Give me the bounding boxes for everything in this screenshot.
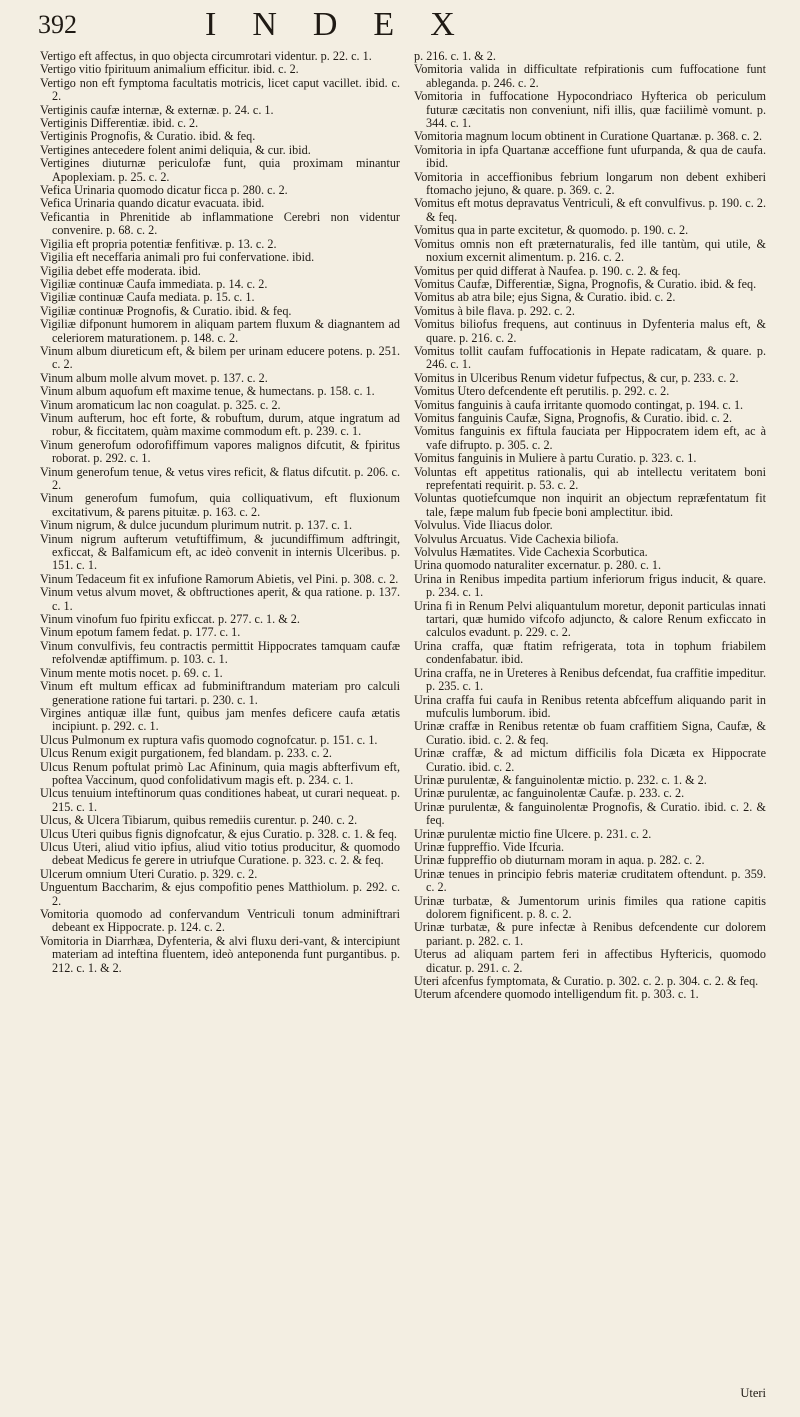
index-entry: Vomitus fanguinis in Muliere à partu Curatio. p. 323. c. 1. bbox=[414, 451, 697, 466]
index-entry: Vinum generofum odorofiffimum vapores malignos difcutit, & fpiritus roborat. p. 292. c. 1. bbox=[40, 437, 400, 466]
index-entry: Vomitoria magnum locum obtinent in Curatione Quartanæ. p. 368. c. 2. bbox=[414, 129, 763, 144]
index-entry: Urinæ fuppreffio. Vide Ifcuria. bbox=[414, 839, 565, 854]
index-entry: Unguentum Baccharim, & ejus compofitio penes Matthiolum. p. 292. c. 2. bbox=[40, 880, 400, 908]
index-entry: Vomitus à bile flava. p. 292. c. 2. bbox=[414, 303, 575, 318]
index-entry: Voluntas eft appetitus rationalis, qui ab intellectu veritatem boni reprefentati requirit. p. 53. c. 2. bbox=[414, 464, 766, 492]
index-entry: Vomitus eft motus depravatus Ventriculi, & eft convulfivus. p. 190. c. 2. & feq. bbox=[414, 196, 766, 224]
index-entry: Urina craffa, quæ ftatim refrigerata, tota in tophum friabilem condenfabatur. ibid. bbox=[414, 638, 766, 667]
index-entry: Vinum mente motis nocet. p. 69. c. 1. bbox=[40, 665, 223, 680]
index-entry: Urinæ turbatæ, & Jumentorum urinis fimiles qua ratione capitis dolorem fignificent. p. 8. c. 2. bbox=[414, 893, 766, 921]
index-entry: Vinum vetus alvum movet, & obftructiones aperit, & qua ratione. p. 137. c. 1. bbox=[40, 585, 400, 613]
index-entry: Ulcus Uteri, aliud vitio ipfius, aliud vitio totius producitur, & quomodo debeat Medicus fe gerere in utriufque Curatione. p. 323. c. 2. & feq. bbox=[40, 839, 400, 868]
index-entry: Vertigo eft affectus, in quo objecta circumrotari videntur. p. 22. c. 1. bbox=[40, 49, 372, 63]
index-entry: Uteri afcenfus fymptomata, & Curatio. p. 302. c. 2. p. 304. c. 2. & feq. bbox=[414, 974, 759, 989]
index-entry: Vigilia debet effe moderata. ibid. bbox=[40, 263, 201, 278]
index-entry: Vomitus in Ulceribus Renum videtur fufpectus, & cur, p. 233. c. 2. bbox=[414, 370, 739, 385]
index-entry: Vinum vinofum fuo fpiritu exficcat. p. 277. c. 1. & 2. bbox=[40, 612, 300, 627]
index-entry: Vinum album aquofum eft maxime tenue, & humectans. p. 158. c. 1. bbox=[40, 384, 375, 399]
index-entry: Vertigines antecedere folent animi deliquia, & cur. ibid. bbox=[40, 142, 311, 157]
index-entry: Vigiliæ continuæ Caufa immediata. p. 14. c. 2. bbox=[40, 276, 268, 291]
index-entry: Vinum aromaticum lac non coagulat. p. 325. c. 2. bbox=[40, 397, 281, 412]
index-entry: Urina fi in Renum Pelvi aliquantulum moretur, deponit particulas innati tartari, quæ humido vifcofo adjuncto, & calore Renum exficcato in calculos evadunt. p. 229. c. 2. bbox=[414, 598, 766, 640]
index-entry: Vomitoria quomodo ad confervandum Ventriculi tonum adminiftrari debeant ex Hippocrate. p. 124. c. 2. bbox=[40, 907, 400, 935]
index-entry: Vomitus biliofus frequens, aut continuus in Dyfenteria malus eft, & quare. p. 216. c. 2. bbox=[414, 317, 766, 345]
index-entry: Vomitus omnis non eft præternaturalis, fed ille tantùm, qui utile, & noxium excernit alimentum. p. 216. c. 2. bbox=[414, 236, 766, 265]
index-entry: Urinæ purulentæ, ac fanguinolentæ Caufæ. p. 233. c. 2. bbox=[414, 786, 685, 801]
index-entry: Vinum nigrum, & dulce jucundum plurimum nutrit. p. 137. c. 1. bbox=[40, 518, 353, 533]
index-entry: Vomitus tollit caufam fuffocationis in Hepate radicatam, & quare. p. 246. c. 1. bbox=[414, 343, 766, 372]
right-column bbox=[414, 50, 766, 1002]
index-entry: Vomitus Caufæ, Differentiæ, Signa, Prognofis, & Curatio. ibid. & feq. bbox=[414, 276, 757, 291]
index-entry: Vomitoria in Diarrhæa, Dyfenteria, & alvi fluxu deri-vant, & intercipiunt materiam ad inteftina fluentem, ideò anteponenda funt purgantibus. p. 212. c. 1. & 2. bbox=[40, 933, 400, 975]
index-entry: Urinæ purulentæ, & fanguinolentæ Prognofis, & Curatio. ibid. c. 2. & feq. bbox=[414, 799, 766, 828]
index-entry: Vomitus fanguinis à caufa irritante quomodo contingat, p. 194. c. 1. bbox=[414, 397, 744, 412]
page-number: 392 bbox=[38, 10, 77, 39]
catchword: Uteri bbox=[740, 1386, 766, 1400]
index-entry: Vertiginis caufæ internæ, & externæ. p. 24. c. 1. bbox=[40, 102, 274, 117]
index-entry: Urinæ purulentæ mictio fine Ulcere. p. 231. c. 2. bbox=[414, 826, 652, 841]
index-entry: Vomitus ab atra bile; ejus Signa, & Curatio. ibid. c. 2. bbox=[414, 290, 676, 305]
index-entry: Urina quomodo naturaliter excernatur. p. 280. c. 1. bbox=[414, 558, 662, 573]
index-entry: Vomitus fanguinis ex fiftula fauciata per Hippocratem idem eft, ac à vafe difrupto. p. 305. c. 2. bbox=[414, 424, 766, 452]
index-entry: Urinæ craffæ, & ad mictum difficilis fola Dicæta ex Hippocrate Curatio. ibid. c. 2. bbox=[414, 746, 766, 774]
index-entry: Vomitus per quid differat à Naufea. p. 190. c. 2. & feq. bbox=[414, 263, 681, 278]
index-entry: Vomitus qua in parte excitetur, & quomodo. p. 190. c. 2. bbox=[414, 223, 689, 238]
index-entry: Vigilia eft neceffaria animali pro fui confervatione. ibid. bbox=[40, 250, 315, 265]
index-entry: Volvulus Arcuatus. Vide Cachexia biliofa. bbox=[414, 531, 619, 546]
index-entry: Vigiliæ difponunt humorem in aliquam partem fluxum & diagnantem ad celeriorem maturationem. p. 148. c. 2. bbox=[40, 317, 400, 345]
index-entry: Vefica Urinaria quomodo dicatur ficca p. 280. c. 2. bbox=[40, 183, 288, 198]
index-entry: Ulcus Pulmonum ex ruptura vafis quomodo cognofcatur. p. 151. c. 1. bbox=[40, 732, 378, 747]
index-entry: Virgines antiquæ illæ funt, quibus jam menfes deficere caufa ætatis incipiunt. p. 292. c. 1. bbox=[40, 705, 400, 734]
index-entry: Ulcus Renum exigit purgationem, fed blandam. p. 233. c. 2. bbox=[40, 746, 332, 761]
index-entry: Vomitus Utero defcendente eft perutilis. p. 292. c. 2. bbox=[414, 384, 670, 399]
left-column bbox=[40, 50, 400, 975]
index-entry: Ulcus, & Ulcera Tibiarum, quibus remediis curentur. p. 240. c. 2. bbox=[40, 813, 358, 828]
index-entry: Urina in Renibus impedita partium inferiorum frigus inducit, & quare. p. 234. c. 1. bbox=[414, 571, 766, 600]
index-entry: Voluntas quotiefcumque non inquirit an objectum repræfentatum fit tale, fæpe malum fub fpecie boni amplectitur. ibid. bbox=[414, 491, 766, 519]
index-entry: Vinum convulfivis, feu contractis permittit Hippocrates tamquam caufæ refolvendæ aptiffimum. p. 103. c. 1. bbox=[40, 638, 400, 667]
index-entry: Vinum generofum tenue, & vetus vires reficit, & flatus difcutit. p. 206. c. 2. bbox=[40, 464, 400, 492]
index-entry: Urina craffa, ne in Ureteres à Renibus defcendat, fua craffitie impeditur. p. 235. c. 1. bbox=[414, 665, 766, 694]
index-entry: Urinæ craffæ in Renibus retentæ ob fuam craffitiem Signa, Caufæ, & Curatio. ibid. c. 2. & feq. bbox=[414, 719, 766, 747]
index-entry: Vertigo non eft fymptoma facultatis motricis, licet caput vacillet. ibid. c. 2. bbox=[40, 75, 400, 104]
index-entry: Vomitus fanguinis Caufæ, Signa, Prognofis, & Curatio. ibid. c. 2. bbox=[414, 410, 732, 425]
index-entry: Uterus ad aliquam partem feri in affectibus Hyftericis, quomodo dicatur. p. 291. c. 2. bbox=[414, 947, 766, 975]
index-entry: Vigilia eft propria potentiæ fenfitivæ. p. 13. c. 2. bbox=[40, 236, 277, 251]
index-entry: Vefica Urinaria quando dicatur evacuata. ibid. bbox=[40, 196, 265, 211]
index-entry: Vinum nigrum aufterum vetuftiffimum, & jucundiffimum adftringit, exficcat, & Balfamicum eft, ac ideò convenit in internis Ulceribus. p. 151. c. 1. bbox=[40, 531, 400, 573]
index-entry: Ulcus Renum poftulat primò Lac Afininum, quia magis abfterfivum eft, poftea Vaccinum, quod confolidativum magis eft. p. 234. c. 1. bbox=[40, 759, 400, 787]
index-entry: Vertiginis Differentiæ. ibid. c. 2. bbox=[40, 116, 199, 131]
index-entry: Vinum epotum famem fedat. p. 177. c. 1. bbox=[40, 625, 241, 640]
index-entry: Vinum Tedaceum fit ex infufione Ramorum Abietis, vel Pini. p. 308. c. 2. bbox=[40, 571, 399, 586]
index-entry: Vigiliæ continuæ Caufa mediata. p. 15. c. 1. bbox=[40, 290, 255, 305]
index-entry: Uterum afcendere quomodo intelligendum fit. p. 303. c. 1. bbox=[414, 987, 699, 1002]
index-entry: Volvulus. Vide Iliacus dolor. bbox=[414, 518, 553, 533]
index-entry: Vomitoria in acceffionibus febrium longarum non debent exhiberi ftomacho jejuno, & quare. p. 369. c. 2. bbox=[414, 169, 766, 198]
page-title: INDEX bbox=[205, 6, 491, 43]
index-entry: Vinum aufterum, hoc eft forte, & robuftum, durum, atque ingratum ad robur, & ficcitatem, quàm maxime commodum eft. p. 239. c. 1. bbox=[40, 410, 400, 439]
index-entry: Vertigo vitio fpirituum animalium efficitur. ibid. c. 2. bbox=[40, 62, 299, 77]
index-entry: Vertigines diuturnæ periculofæ funt, quia proximam minantur Apoplexiam. p. 25. c. 2. bbox=[40, 156, 400, 184]
index-entry: Ulcerum omnium Uteri Curatio. p. 329. c. 2. bbox=[40, 866, 258, 881]
index-entry: Vertiginis Prognofis, & Curatio. ibid. & feq. bbox=[40, 129, 256, 144]
index-entry: Vinum album diureticum eft, & bilem per urinam educere potens. p. 251. c. 2. bbox=[40, 343, 400, 372]
index-entry: p. 216. c. 1. & 2. bbox=[414, 49, 496, 63]
index-entry: Vinum eft multum efficax ad fubminiftrandum materiam pro calculi generatione ratione fui tartari. p. 230. c. 1. bbox=[40, 679, 400, 707]
index-entry: Veficantia in Phrenitide ab inflammatione Cerebri non videntur convenire. p. 68. c. 2. bbox=[40, 209, 400, 238]
index-entry: Urinæ turbatæ, & pure infectæ à Renibus defcendente cur dolorem pariant. p. 282. c. 1. bbox=[414, 920, 766, 948]
index-entry: Ulcus Uteri quibus fignis dignofcatur, & ejus Curatio. p. 328. c. 1. & feq. bbox=[40, 826, 397, 841]
index-entry: Vinum generofum fumofum, quia colliquativum, eft fluxionum excitativum, & parens pituitæ. p. 163. c. 2. bbox=[40, 491, 400, 519]
index-entry: Vigiliæ continuæ Prognofis, & Curatio. ibid. & feq. bbox=[40, 303, 292, 318]
index-entry: Vomitoria valida in difficultate refpirationis cum fuffocatione funt ableganda. p. 246. c. 2. bbox=[414, 62, 766, 90]
index-entry: Volvulus Hæmatites. Vide Cachexia Scorbutica. bbox=[414, 545, 648, 560]
index-entry: Ulcus tenuium inteftinorum quas conditiones habeat, ut curari nequeat. p. 215. c. 1. bbox=[40, 786, 400, 814]
index-entry: Urina craffa fui caufa in Renibus retenta abfceffum aliquando parit in mufculis lumborum. ibid. bbox=[414, 692, 766, 720]
index-entry: Urinæ tenues in principio febris materiæ cruditatem oftendunt. p. 359. c. 2. bbox=[414, 866, 766, 895]
index-entry: Urinæ fuppreffio ob diuturnam moram in aqua. p. 282. c. 2. bbox=[414, 853, 705, 868]
index-entry: Vomitoria in ipfa Quartanæ acceffione funt ufurpanda, & qua de caufa. ibid. bbox=[414, 142, 766, 171]
index-entry: Urinæ purulentæ, & fanguinolentæ mictio. p. 232. c. 1. & 2. bbox=[414, 772, 707, 787]
index-entry: Vomitoria in fuffocatione Hypocondriaco Hyfterica ob periculum futuræ cæcitatis non conveniunt, nifi illis, quæ faciilimè vomunt. p. 344. c. 1. bbox=[414, 89, 766, 131]
index-entry: Vinum album molle alvum movet. p. 137. c. 2. bbox=[40, 370, 268, 385]
